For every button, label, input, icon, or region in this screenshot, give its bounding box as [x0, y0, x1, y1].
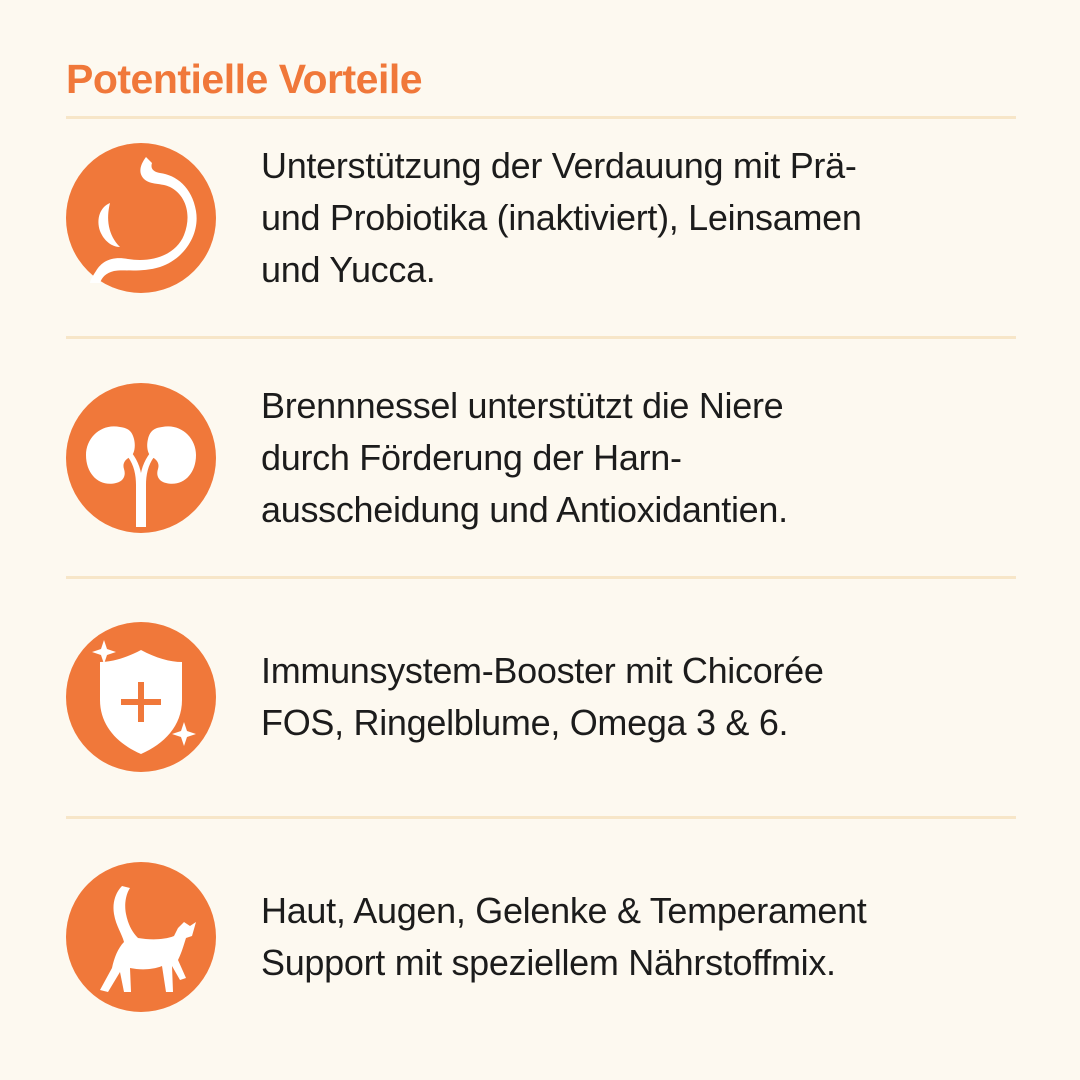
divider — [66, 576, 1016, 579]
benefit-line: Support mit speziellem Nährstoffmix. — [261, 942, 836, 983]
cat-icon — [66, 862, 216, 1012]
benefit-text — [261, 140, 862, 296]
benefit-kidney — [66, 380, 1016, 536]
benefit-skin-eyes-joints — [66, 862, 1016, 1012]
benefit-text — [261, 885, 867, 989]
benefit-line: ausscheidung und Antioxidantien. — [261, 489, 788, 530]
benefit-line: Immunsystem-Booster mit Chicorée — [261, 650, 824, 691]
benefit-line: Unterstützung der Verdauung mit Prä- — [261, 145, 857, 186]
shield-plus-icon — [66, 622, 216, 772]
benefit-text — [261, 380, 788, 536]
page-title: Potentielle Vorteile — [66, 56, 423, 102]
divider — [66, 336, 1016, 339]
benefit-line: Haut, Augen, Gelenke & Temperament — [261, 890, 867, 931]
benefit-line: und Yucca. — [261, 249, 436, 290]
benefit-line: und Probiotika (inaktiviert), Leinsamen — [261, 197, 862, 238]
benefit-line: durch Förderung der Harn- — [261, 437, 682, 478]
divider — [66, 116, 1016, 119]
kidney-icon — [66, 383, 216, 533]
benefit-line: Brennnessel unterstützt die Niere — [261, 385, 784, 426]
stomach-icon — [66, 143, 216, 293]
benefit-line: FOS, Ringelblume, Omega 3 & 6. — [261, 702, 789, 743]
benefit-text — [261, 645, 824, 749]
benefit-immune — [66, 622, 1016, 772]
benefit-digestion — [66, 140, 1016, 296]
divider — [66, 816, 1016, 819]
